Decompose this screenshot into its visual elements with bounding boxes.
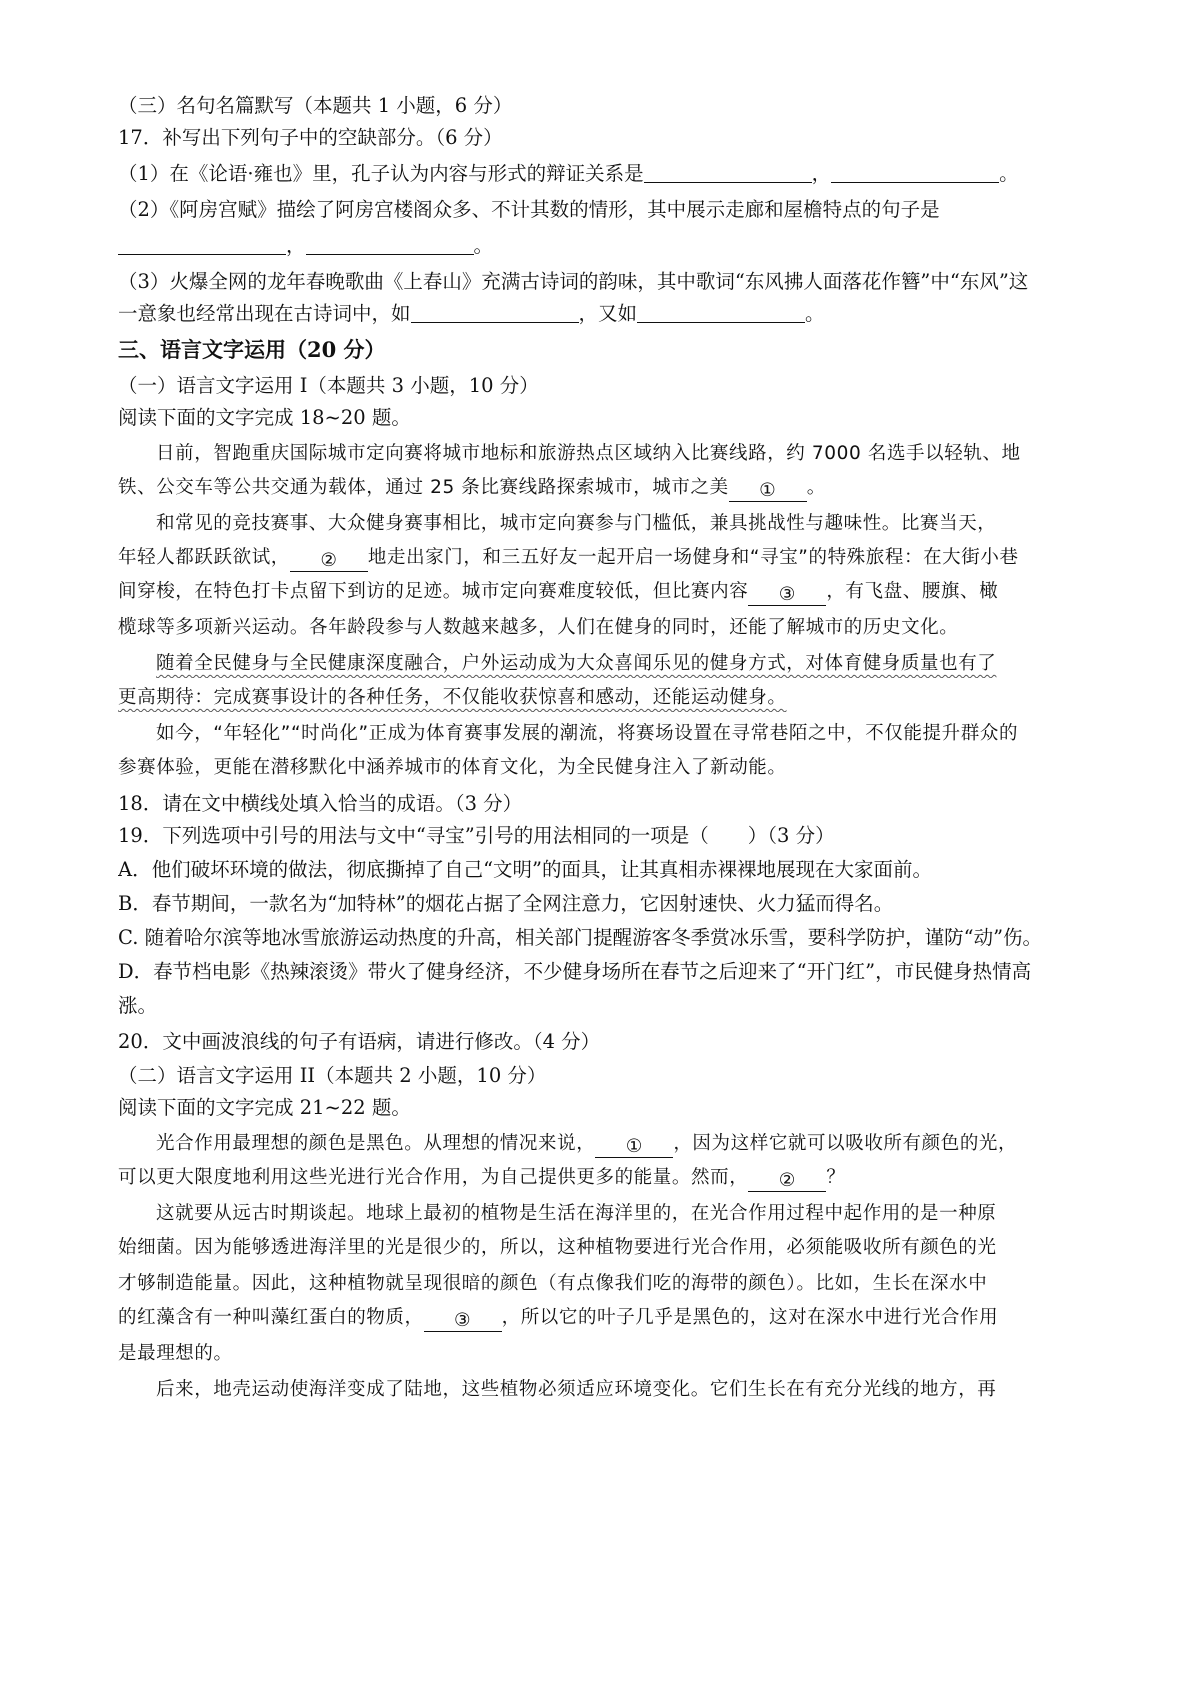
comma: ， [811, 162, 832, 185]
passage-text: 间穿梭，在特色打卡点留下到访的足迹。城市定向赛难度较低，但比赛内容 [118, 581, 749, 602]
blank-3[interactable]: ③ [748, 585, 826, 606]
passage-text: ，有飞盘、腰旗、橄 [826, 581, 999, 602]
passage-text: 铁、公交车等公共交通为载体，通过 25 条比赛线路探索城市，城市之美 [118, 477, 729, 498]
answer-blank[interactable] [637, 302, 805, 323]
question-17-part-2: （2）《阿房宫赋》描绘了阿房宫楼阁众多、不计其数的情形，其中展示走廊和屋檐特点的句子是 [118, 198, 940, 221]
option-b[interactable]: B．春节期间，一款名为“加特林”的烟花占据了全网注意力，它因射速快、火力猛而得名。 [118, 892, 894, 915]
comma: ， [286, 234, 306, 257]
blank-1[interactable]: ① [729, 481, 807, 502]
passage-1-wavy-line [156, 650, 1098, 678]
section-subheading-recitation: （三）名句名篇默写（本题共 1 小题，6 分） [118, 94, 513, 117]
question-20: 20．文中画波浪线的句子有语病，请进行修改。（4 分） [118, 1030, 601, 1053]
question-17-part-3-line-1: （3）火爆全网的龙年春晚歌曲《上春山》充满古诗词的韵味，其中歌词“东风拂人面落花作簪”中“东风”这 [118, 270, 1029, 293]
blank-2[interactable]: ② [290, 551, 368, 572]
section-3-subheading-1: （一）语言文字运用 I（本题共 3 小题，10 分） [118, 374, 539, 397]
passage-text: 地走出家门，和三五好友一起开启一场健身和“寻宝”的特殊旅程：在大街小巷 [367, 547, 1019, 568]
passage-1-line: 日前，智跑重庆国际城市定向赛将城市地标和旅游热点区域纳入比赛线路，约 7000 名选手以轻轨、地 [156, 443, 1021, 464]
question-17-part-2-blanks [118, 232, 1098, 260]
option-d[interactable]: D．春节档电影《热辣滚烫》带火了健身经济，不少健身场所在春节之后迎来了“开门红”，市民健身热情高 [118, 960, 1032, 983]
passage-text: 。 [806, 477, 826, 498]
passage-text: ，因为这样它就可以吸收所有颜色的光， [673, 1133, 1018, 1154]
passage-text: 光合作用最理想的颜色是黑色。从理想的情况来说， [156, 1133, 596, 1154]
passage-2-line: 后来，地壳运动使海洋变成了陆地，这些植物必须适应环境变化。它们生长在有充分光线的地方，再 [156, 1379, 997, 1400]
wavy-underlined-sentence: 更高期待：完成赛事设计的各种任务，不仅能收获惊喜和感动，还能运动健身。 [118, 687, 787, 708]
passage-2-line [118, 1304, 1098, 1332]
passage-2-line [118, 1164, 1098, 1192]
period: 。 [999, 162, 1019, 185]
answer-blank[interactable] [644, 162, 812, 183]
answer-blank[interactable] [306, 234, 474, 255]
section-3-title: 三、语言文字运用（20 分） [118, 337, 386, 362]
question-17-part-1 [118, 160, 1098, 188]
option-d-continued: 涨。 [118, 994, 158, 1017]
passage-2-line: 这就要从远古时期谈起。地球上最初的植物是生活在海洋里的，在光合作用过程中起作用的是一种原 [156, 1203, 997, 1224]
passage-2-line [156, 1130, 1098, 1158]
answer-blank[interactable] [118, 234, 286, 255]
q17-p3-text-a: 一意象也经常出现在古诗词中，如 [118, 302, 411, 325]
reading-instruction-1: 阅读下面的文字完成 18~20 题。 [118, 406, 411, 429]
option-c[interactable]: C. 随着哈尔滨等地冰雪旅游运动热度的升高，相关部门提醒游客冬季赏冰乐雪，要科学防护，谨防“动”伤。 [118, 926, 1043, 949]
passage-2-line: 始细菌。因为能够透进海洋里的光是很少的，所以，这种植物要进行光合作用，必须能吸收所有颜色的光 [118, 1237, 997, 1258]
section-3-subheading-2: （二）语言文字运用 II（本题共 2 小题，10 分） [118, 1064, 547, 1087]
passage-text: 的红藻含有一种叫藻红蛋白的物质， [118, 1307, 424, 1328]
passage-text: 年轻人都跃跃欲试， [118, 547, 290, 568]
question-17-stem: 17．补写出下列句子中的空缺部分。（6 分） [118, 126, 503, 149]
passage-text: ？ [826, 1167, 846, 1188]
blank-3[interactable]: ③ [424, 1311, 502, 1332]
q17-p3-text-b: ，又如 [578, 302, 638, 325]
passage-1-line [118, 474, 1098, 502]
reading-instruction-2: 阅读下面的文字完成 21~22 题。 [118, 1096, 411, 1119]
q17-p1-text: （1）在《论语·雍也》里，孔子认为内容与形式的辩证关系是 [118, 162, 644, 185]
passage-2-line: 才够制造能量。因此，这种植物就呈现很暗的颜色（有点像我们吃的海带的颜色）。比如，生长在深水中 [118, 1273, 988, 1294]
period: 。 [473, 234, 494, 257]
blank-2[interactable]: ② [748, 1171, 826, 1192]
passage-text: ，所以它的叶子几乎是黑色的，这对在深水中进行光合作用 [501, 1307, 999, 1328]
question-17-part-3-line-2 [118, 300, 1098, 328]
wavy-underlined-sentence: 随着全民健身与全民健康深度融合，户外运动成为大众喜闻乐见的健身方式，对体育健身质量也有了 [156, 653, 997, 674]
passage-1-line [118, 544, 1098, 572]
blank-1[interactable]: ① [595, 1137, 673, 1158]
passage-2-line: 是最理想的。 [118, 1343, 233, 1364]
answer-blank[interactable] [411, 302, 579, 323]
passage-1-line: 如今，“年轻化”“时尚化”正成为体育赛事发展的潮流，将赛场设置在寻常巷陌之中，不仅能提升群众的 [156, 723, 1019, 744]
question-18: 18．请在文中横线处填入恰当的成语。（3 分） [118, 792, 523, 815]
passage-text: 可以更大限度地利用这些光进行光合作用，为自己提供更多的能量。然而， [118, 1167, 749, 1188]
period: 。 [805, 302, 825, 325]
passage-1-line [118, 578, 1098, 606]
option-a[interactable]: A．他们破坏环境的做法，彻底撕掉了自己“文明”的面具，让其真相赤裸裸地展现在大家面前。 [118, 858, 933, 881]
passage-1-line: 参赛体验，更能在潜移默化中涵养城市的体育文化，为全民健身注入了新动能。 [118, 757, 787, 778]
answer-blank[interactable] [831, 162, 999, 183]
passage-1-line: 榄球等多项新兴运动。各年龄段参与人数越来越多，人们在健身的同时，还能了解城市的历史文化。 [118, 617, 959, 638]
question-19-stem: 19．下列选项中引号的用法与文中“寻宝”引号的用法相同的一项是（ ）（3 分） [118, 824, 835, 847]
passage-1-line: 和常见的竞技赛事、大众健身赛事相比，城市定向赛参与门槛低，兼具挑战性与趣味性。比赛当天， [156, 513, 997, 534]
passage-1-wavy-line [118, 684, 1098, 712]
